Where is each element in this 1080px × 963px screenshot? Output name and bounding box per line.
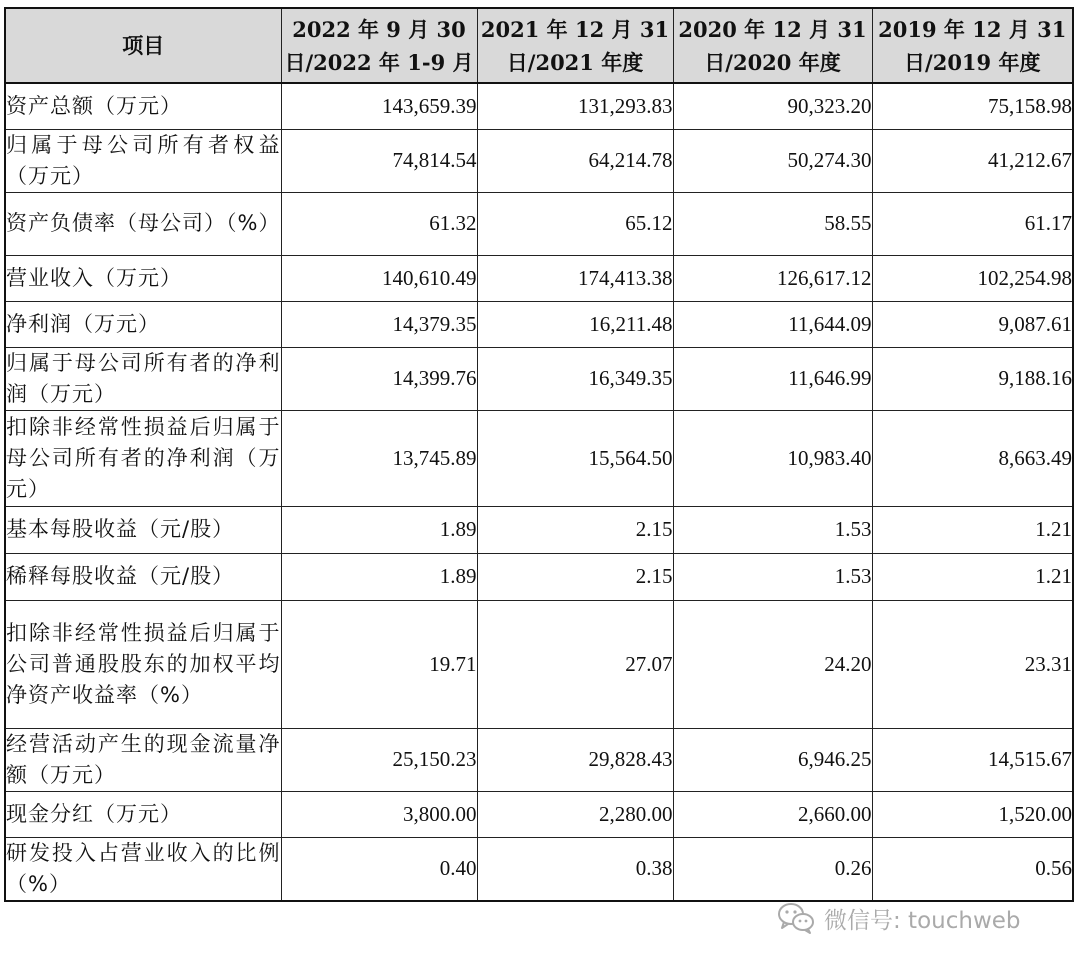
row-label: 归属于母公司所有者的净利润（万元）: [5, 347, 281, 410]
cell-value: 19.71: [281, 600, 477, 728]
header-period-line: 2021 年 12 月 31: [480, 16, 670, 42]
cell-value: 1,520.00: [872, 791, 1073, 837]
cell-value: 0.56: [872, 837, 1073, 901]
row-label: 扣除非经常性损益后归属于母公司所有者的净利润（万元）: [5, 410, 281, 506]
cell-value: 140,610.49: [281, 255, 477, 301]
row-label: 资产总额（万元）: [5, 83, 281, 129]
header-period: [477, 8, 673, 83]
cell-value: 24.20: [673, 600, 872, 728]
cell-value: 65.12: [477, 192, 673, 255]
table-row: [5, 347, 1073, 410]
cell-value: 0.26: [673, 837, 872, 901]
row-label: 稀释每股收益（元/股）: [5, 553, 281, 600]
header-period-line: 2019 年 12 月 31: [878, 16, 1067, 42]
cell-value: 1.89: [281, 553, 477, 600]
table-row: [5, 192, 1073, 255]
cell-value: 102,254.98: [872, 255, 1073, 301]
header-period-line: 2022 年 9 月 30: [292, 16, 466, 42]
table-row: [5, 83, 1073, 129]
cell-value: 9,087.61: [872, 301, 1073, 347]
cell-value: 10,983.40: [673, 410, 872, 506]
header-item: [5, 8, 281, 83]
cell-value: 75,158.98: [872, 83, 1073, 129]
table-row: [5, 301, 1073, 347]
header-period-line: 日/2021 年度: [506, 49, 644, 75]
cell-value: 14,515.67: [872, 728, 1073, 791]
financial-summary-table: [4, 7, 1074, 902]
table-row: [5, 837, 1073, 901]
cell-value: 27.07: [477, 600, 673, 728]
cell-value: 64,214.78: [477, 129, 673, 192]
cell-value: 16,349.35: [477, 347, 673, 410]
row-label: 营业收入（万元）: [5, 255, 281, 301]
cell-value: 1.53: [673, 553, 872, 600]
cell-value: 2.15: [477, 553, 673, 600]
header-period: [673, 8, 872, 83]
row-label: 基本每股收益（元/股）: [5, 506, 281, 553]
header-period-line: 日/2020 年度: [704, 49, 841, 75]
cell-value: 61.17: [872, 192, 1073, 255]
row-label: 研发投入占营业收入的比例（%）: [5, 837, 281, 901]
header-period-line: 日/2019 年度: [904, 49, 1041, 75]
cell-value: 14,379.35: [281, 301, 477, 347]
cell-value: 61.32: [281, 192, 477, 255]
cell-value: 1.21: [872, 553, 1073, 600]
wechat-watermark: [776, 900, 1021, 936]
cell-value: 2.15: [477, 506, 673, 553]
header-period-line: 日/2022 年 1-9 月: [284, 49, 474, 75]
cell-value: 11,644.09: [673, 301, 872, 347]
header-period: [872, 8, 1073, 83]
cell-value: 25,150.23: [281, 728, 477, 791]
cell-value: 58.55: [673, 192, 872, 255]
cell-value: 14,399.76: [281, 347, 477, 410]
cell-value: 15,564.50: [477, 410, 673, 506]
row-label: 现金分红（万元）: [5, 791, 281, 837]
wechat-icon: [776, 901, 816, 935]
cell-value: 41,212.67: [872, 129, 1073, 192]
table-header-row: [5, 8, 1073, 83]
header-period: [281, 8, 477, 83]
cell-value: 6,946.25: [673, 728, 872, 791]
table-row: [5, 506, 1073, 553]
row-label: 资产负债率（母公司）（%）: [5, 192, 281, 255]
cell-value: 131,293.83: [477, 83, 673, 129]
watermark-text: 微信号: touchweb: [824, 907, 1021, 934]
cell-value: 74,814.54: [281, 129, 477, 192]
cell-value: 90,323.20: [673, 83, 872, 129]
cell-value: 174,413.38: [477, 255, 673, 301]
cell-value: 23.31: [872, 600, 1073, 728]
cell-value: 1.21: [872, 506, 1073, 553]
cell-value: 0.38: [477, 837, 673, 901]
row-label: 经营活动产生的现金流量净额（万元）: [5, 728, 281, 791]
cell-value: 11,646.99: [673, 347, 872, 410]
cell-value: 3,800.00: [281, 791, 477, 837]
cell-value: 2,660.00: [673, 791, 872, 837]
cell-value: 9,188.16: [872, 347, 1073, 410]
financial-table-container: [4, 7, 1072, 902]
table-row: [5, 553, 1073, 600]
cell-value: 8,663.49: [872, 410, 1073, 506]
cell-value: 1.53: [673, 506, 872, 553]
cell-value: 143,659.39: [281, 83, 477, 129]
table-row: [5, 728, 1073, 791]
table-row: [5, 129, 1073, 192]
cell-value: 126,617.12: [673, 255, 872, 301]
table-row: [5, 255, 1073, 301]
row-label: 扣除非经常性损益后归属于公司普通股股东的加权平均净资产收益率（%）: [5, 600, 281, 728]
cell-value: 13,745.89: [281, 410, 477, 506]
table-row: [5, 600, 1073, 728]
cell-value: 16,211.48: [477, 301, 673, 347]
table-row: [5, 410, 1073, 506]
cell-value: 0.40: [281, 837, 477, 901]
header-item-label: 项目: [122, 33, 165, 58]
cell-value: 50,274.30: [673, 129, 872, 192]
header-period-line: 2020 年 12 月 31: [678, 16, 867, 42]
table-row: [5, 791, 1073, 837]
cell-value: 2,280.00: [477, 791, 673, 837]
row-label: 净利润（万元）: [5, 301, 281, 347]
row-label: 归属于母公司所有者权益（万元）: [5, 129, 281, 192]
cell-value: 29,828.43: [477, 728, 673, 791]
cell-value: 1.89: [281, 506, 477, 553]
